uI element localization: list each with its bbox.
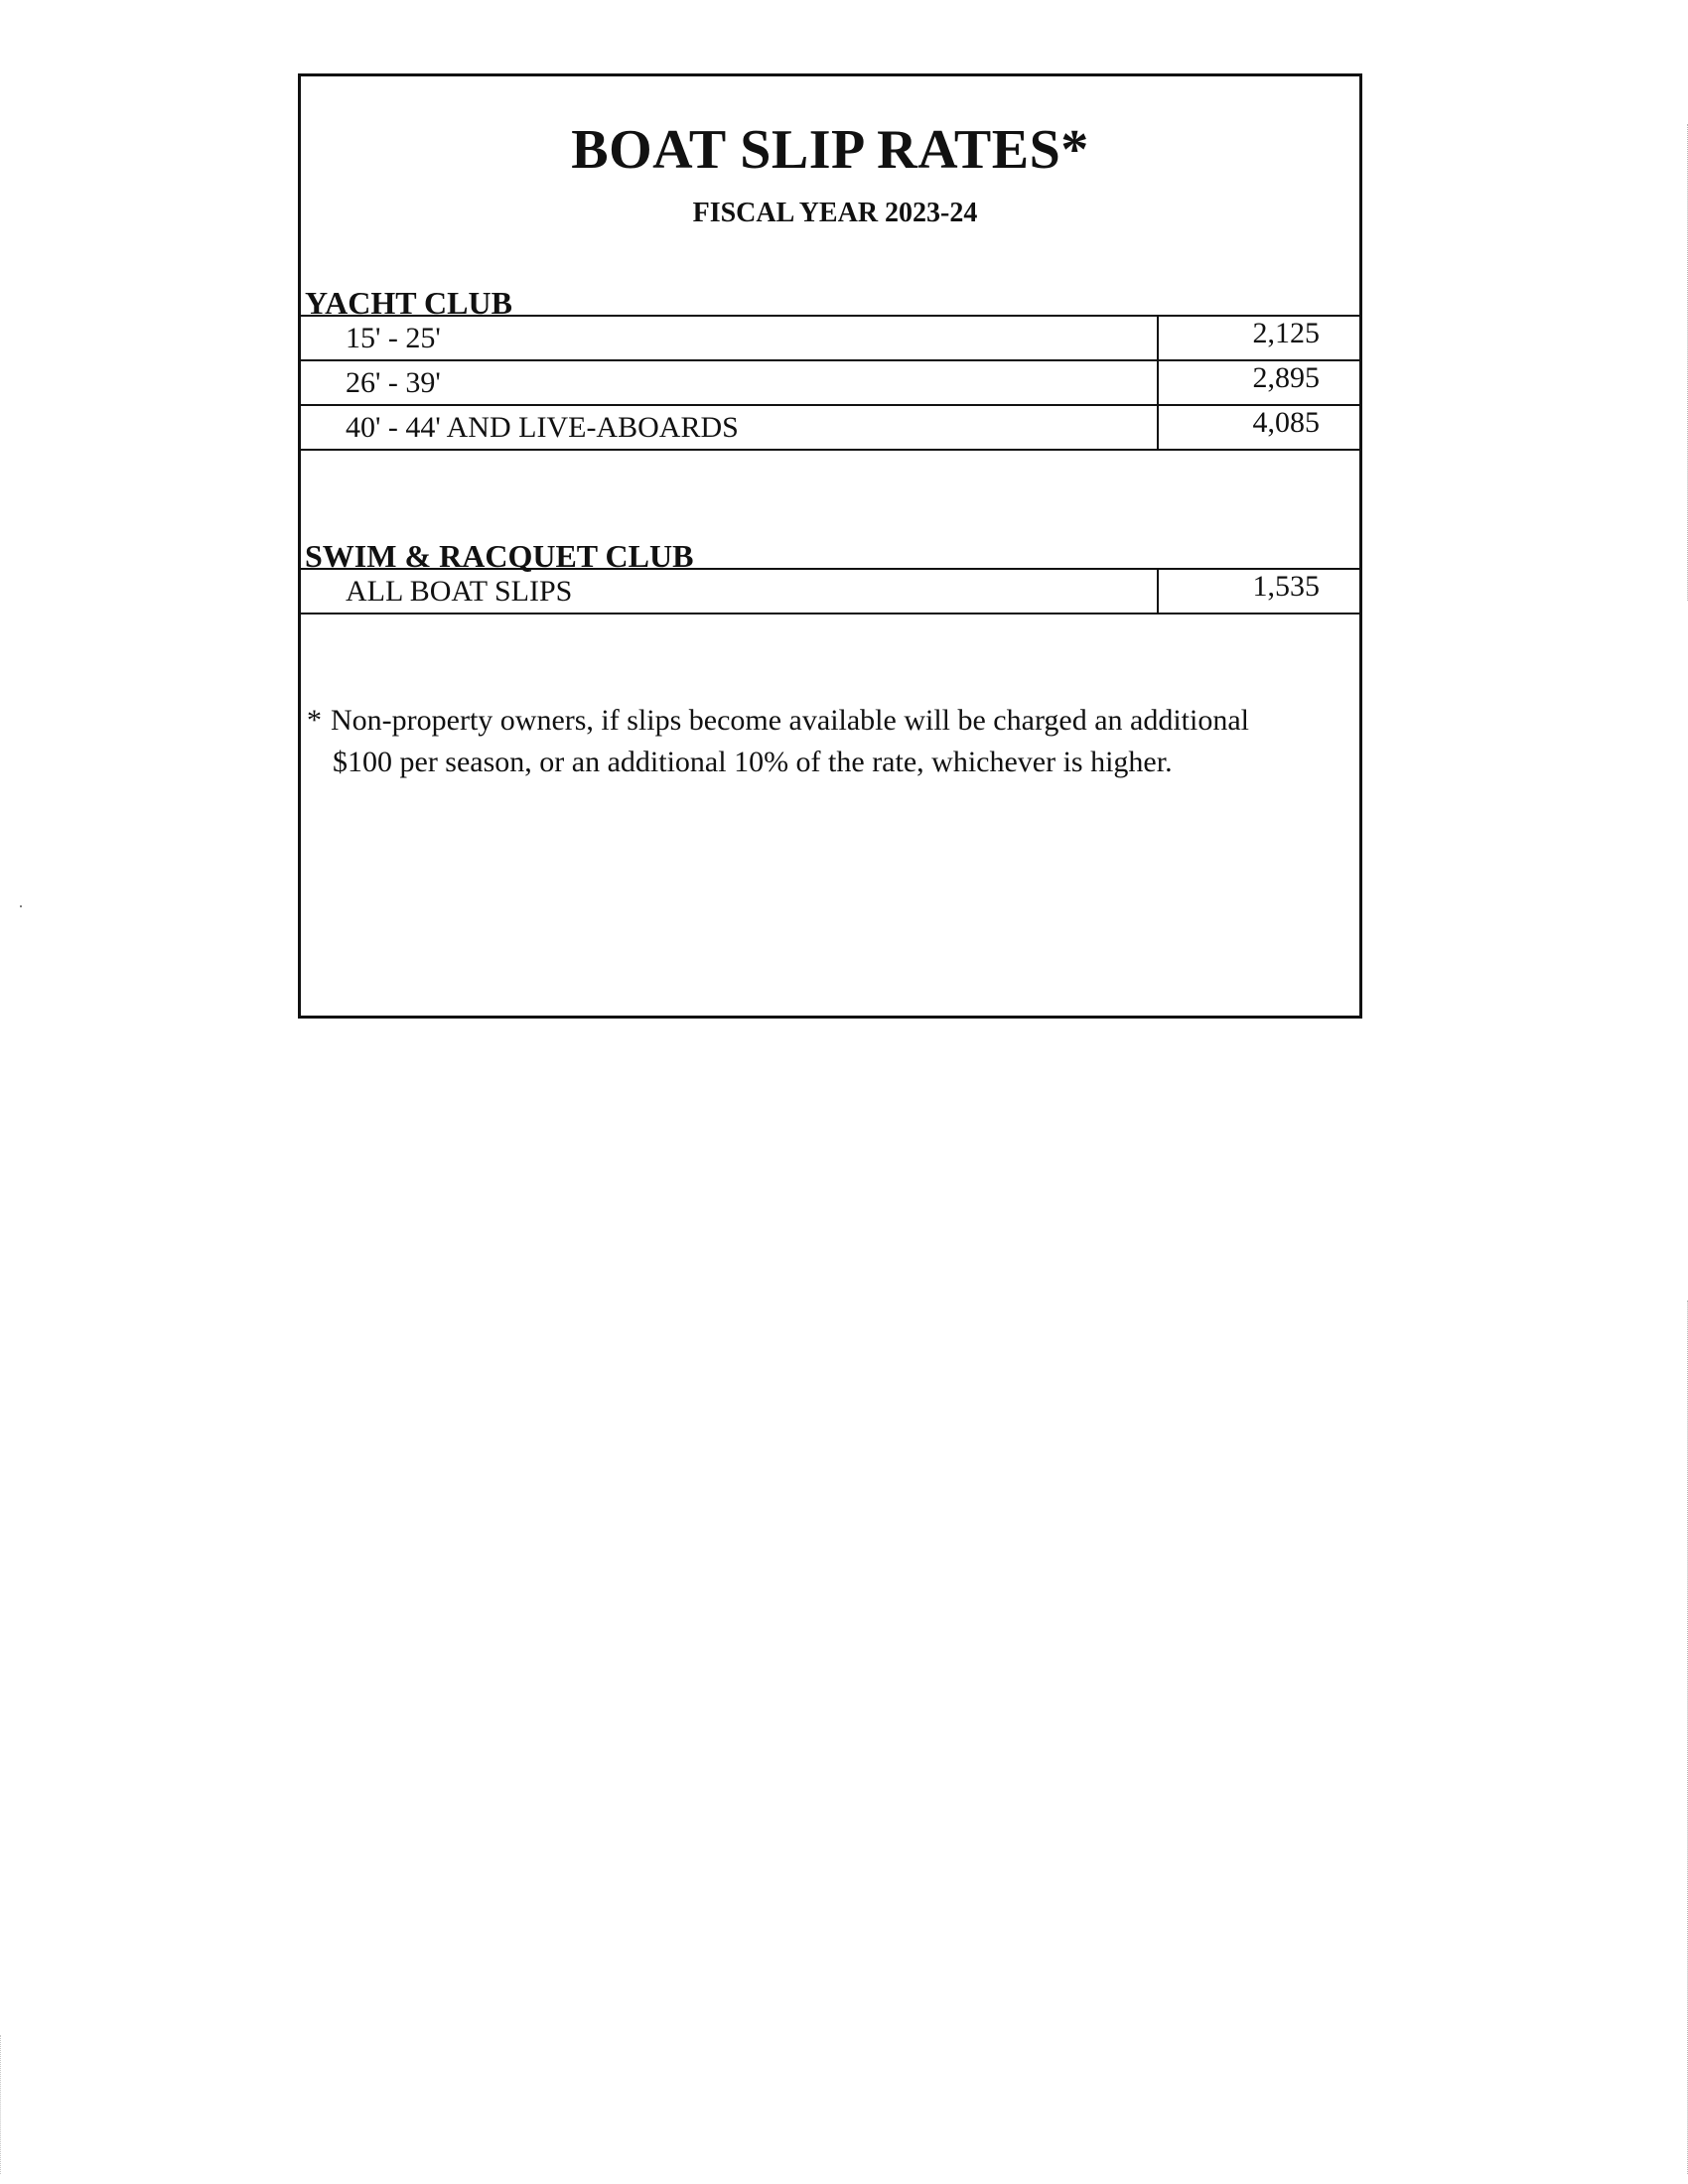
footnote-line-2: $100 per season, or an additional 10% of the rate, whichever is higher. [333,746,1173,778]
yacht-club-rates-table [301,315,1359,451]
slip-size-label: 40' - 44' AND LIVE-ABOARDS [301,405,1158,450]
page-title: BOAT SLIP RATES* [571,119,1089,181]
slip-rate-value: 2,125 [1158,316,1359,360]
section-heading-swim-racquet-club: SWIM & RACQUET CLUB [305,538,694,574]
footnote [307,700,1349,783]
footnote-line-1: Non-property owners, if slips become available will be charged an additional [331,704,1249,737]
footnote-marker: * [307,704,322,737]
slip-size-label: ALL BOAT SLIPS [301,569,1158,614]
slip-rate-value: 4,085 [1158,405,1359,450]
slip-size-label: 26' - 39' [301,360,1158,405]
scan-edge-mark [0,2035,3,2174]
slip-rate-value: 2,895 [1158,360,1359,405]
section-heading-yacht-club: YACHT CLUB [305,285,512,321]
slip-rate-value: 1,535 [1158,569,1359,614]
scan-speck [20,905,22,907]
table-row [301,569,1359,614]
table-row [301,316,1359,360]
table-row [301,405,1359,450]
table-row [301,360,1359,405]
swim-racquet-rates-table [301,568,1359,614]
slip-size-label: 15' - 25' [301,316,1158,360]
fiscal-year-subtitle: FISCAL YEAR 2023-24 [692,198,978,228]
rates-box [298,73,1362,1019]
